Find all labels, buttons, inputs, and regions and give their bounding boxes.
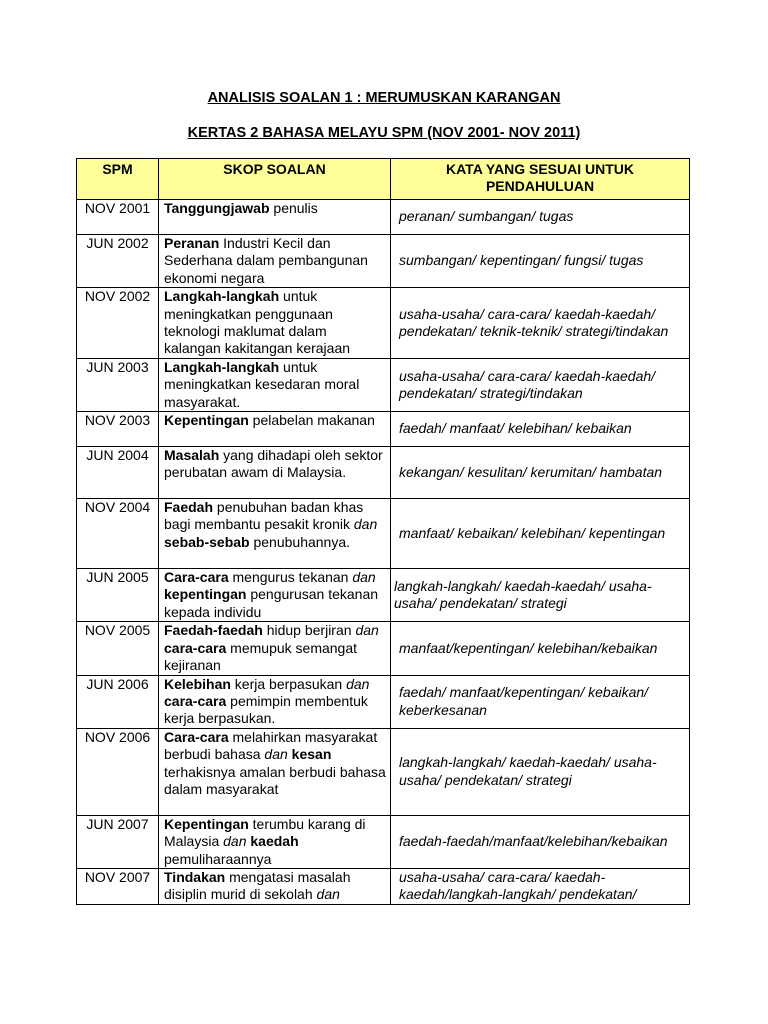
cell-spm: NOV 2002 (77, 288, 159, 359)
cell-kata-sesuai: faedah/ manfaat/kepentingan/ kebaikan/ keberkesanan (391, 675, 690, 728)
cell-skop-soalan (159, 622, 391, 675)
cell-kata-sesuai: langkah-langkah/ kaedah-kaedah/ usaha-usaha/ pendekatan/ strategi (391, 728, 690, 815)
cell-skop-soalan (159, 868, 391, 904)
keyword-text: sebab-sebab (164, 533, 250, 550)
cell-skop-soalan (159, 569, 391, 622)
table-header-row (77, 159, 690, 200)
cell-kata-sesuai: usaha-usaha/ cara-cara/ kaedah-kaedah/ pendekatan/ strategi/tindakan (391, 358, 690, 411)
cell-kata-sesuai: usaha-usaha/ cara-cara/ kaedah-kaedah/ pendekatan/ teknik-teknik/ strategi/tindakan (391, 288, 690, 359)
cell-spm: NOV 2003 (77, 412, 159, 447)
keyword-text: Masalah (164, 447, 220, 464)
table-row (77, 288, 690, 359)
cell-skop-soalan (159, 815, 391, 868)
table-row (77, 200, 690, 235)
skop-text: pemuliharaannya (164, 850, 272, 867)
table-row (77, 447, 690, 499)
keyword-text: Kepentingan (164, 412, 249, 429)
table-row (77, 622, 690, 675)
table-row (77, 868, 690, 904)
keyword-text: Langkah-langkah (164, 288, 280, 305)
skop-text: pelabelan makanan (248, 412, 375, 429)
cell-spm: NOV 2006 (77, 728, 159, 815)
keyword-text: Peranan (164, 235, 220, 251)
document-title: ANALISIS SOALAN 1 : MERUMUSKAN KARANGAN (207, 90, 561, 106)
cell-kata-sesuai: manfaat/kepentingan/ kelebihan/kebaikan (391, 622, 690, 675)
table-row (77, 499, 690, 569)
skop-text: hidup berjiran (262, 622, 356, 639)
skop-text: yang dihadapi oleh sektor perubatan awam di Malaysia. (164, 447, 383, 481)
skop-text: melahirkan masyarakat berbudi bahasa (164, 728, 378, 763)
cell-spm: NOV 2005 (77, 622, 159, 675)
cell-skop-soalan (159, 447, 391, 499)
cell-spm: JUN 2004 (77, 447, 159, 499)
keyword-text: Tanggungjawab (164, 200, 270, 216)
skop-text: mengurus tekanan (228, 569, 353, 586)
cell-skop-soalan (159, 499, 391, 569)
cell-skop-soalan (159, 288, 391, 359)
header-kata-sesuai: KATA YANG SESUAI UNTUK PENDAHULUAN (391, 159, 690, 200)
skop-text: pengurusan tekanan kepada individu (164, 586, 379, 620)
cell-kata-sesuai: faedah-faedah/manfaat/kelebihan/kebaikan (391, 815, 690, 868)
cell-kata-sesuai: kekangan/ kesulitan/ kerumitan/ hambatan (391, 447, 690, 499)
cell-skop-soalan (159, 235, 391, 288)
cell-spm: JUN 2006 (77, 675, 159, 728)
table-body (77, 200, 690, 905)
table-row (77, 815, 690, 868)
cell-kata-sesuai: langkah-langkah/ kaedah-kaedah/ usaha-usaha/ pendekatan/ strategi (391, 569, 690, 622)
table-row (77, 235, 690, 288)
cell-spm: NOV 2001 (77, 200, 159, 235)
cell-kata-sesuai: usaha-usaha/ cara-cara/ kaedah-kaedah/langkah-langkah/ pendekatan/ (391, 868, 690, 904)
cell-skop-soalan (159, 728, 391, 815)
cell-spm: JUN 2005 (77, 569, 159, 622)
conjunction-text: dan (264, 746, 288, 763)
keyword-text: cara-cara (164, 639, 227, 656)
analysis-table (76, 158, 690, 905)
skop-text: penubuhannya. (249, 533, 351, 550)
keyword-text: kaedah (250, 833, 299, 850)
table-row (77, 412, 690, 447)
header-spm: SPM (77, 159, 159, 200)
keyword-text: Cara-cara (164, 728, 229, 745)
keyword-text: cara-cara (164, 692, 227, 709)
cell-spm: JUN 2002 (77, 235, 159, 288)
cell-kata-sesuai: manfaat/ kebaikan/ kelebihan/ kepentingan (391, 499, 690, 569)
cell-skop-soalan (159, 412, 391, 447)
table-row (77, 728, 690, 815)
keyword-text: Tindakan (164, 868, 226, 885)
skop-text: pemimpin membentuk kerja berpasukan. (164, 692, 368, 727)
skop-text: Industri Kecil dan Sederhana dalam pembangunan ekonomi negara (164, 235, 368, 286)
skop-text: untuk meningkatkan penggunaan teknologi maklumat dalam kalangan kakitangan kerajaan (164, 288, 351, 357)
cell-skop-soalan (159, 358, 391, 411)
conjunction-text: dan (355, 622, 379, 639)
keyword-text: kesan (291, 746, 332, 763)
document-subtitle: KERTAS 2 BAHASA MELAYU SPM (NOV 2001- NOV 2011) (187, 125, 581, 141)
conjunction-text: dan (223, 833, 247, 850)
cell-spm: JUN 2003 (77, 358, 159, 411)
skop-text: terumbu karang di Malaysia (164, 815, 366, 850)
skop-text: mengatasi masalah disiplin murid di sekolah (164, 868, 351, 903)
cell-kata-sesuai: sumbangan/ kepentingan/ fungsi/ tugas (391, 235, 690, 288)
keyword-text: kepentingan (164, 586, 247, 603)
table-row (77, 569, 690, 622)
skop-text: terhakisnya amalan berbudi bahasa dalam masyarakat (164, 763, 386, 797)
keyword-text: Faedah (164, 499, 214, 516)
keyword-text: Kepentingan (164, 815, 249, 832)
header-skop-soalan: SKOP SOALAN (159, 159, 391, 200)
keyword-text: Kelebihan (164, 675, 231, 692)
cell-skop-soalan (159, 675, 391, 728)
cell-spm: NOV 2004 (77, 499, 159, 569)
skop-text: penubuhan badan khas bagi membantu pesakit kronik (164, 499, 364, 533)
cell-kata-sesuai: peranan/ sumbangan/ tugas (391, 200, 690, 235)
conjunction-text: dan (353, 516, 378, 533)
cell-spm: NOV 2007 (77, 868, 159, 904)
cell-kata-sesuai: faedah/ manfaat/ kelebihan/ kebaikan (391, 412, 690, 447)
table-row (77, 675, 690, 728)
conjunction-text: dan (316, 886, 340, 903)
skop-text: memupuk semangat kejiranan (164, 639, 358, 674)
keyword-text: Langkah-langkah (164, 358, 280, 375)
skop-text: penulis (269, 200, 318, 216)
cell-spm: JUN 2007 (77, 815, 159, 868)
cell-skop-soalan (159, 200, 391, 235)
conjunction-text: dan (352, 569, 376, 586)
skop-text: untuk meningkatkan kesedaran moral masyarakat. (164, 358, 360, 410)
skop-text: kerja berpasukan (230, 675, 347, 692)
keyword-text: Faedah-faedah (164, 622, 263, 639)
keyword-text: Cara-cara (164, 569, 229, 586)
conjunction-text: dan (346, 675, 370, 692)
table-row (77, 358, 690, 411)
